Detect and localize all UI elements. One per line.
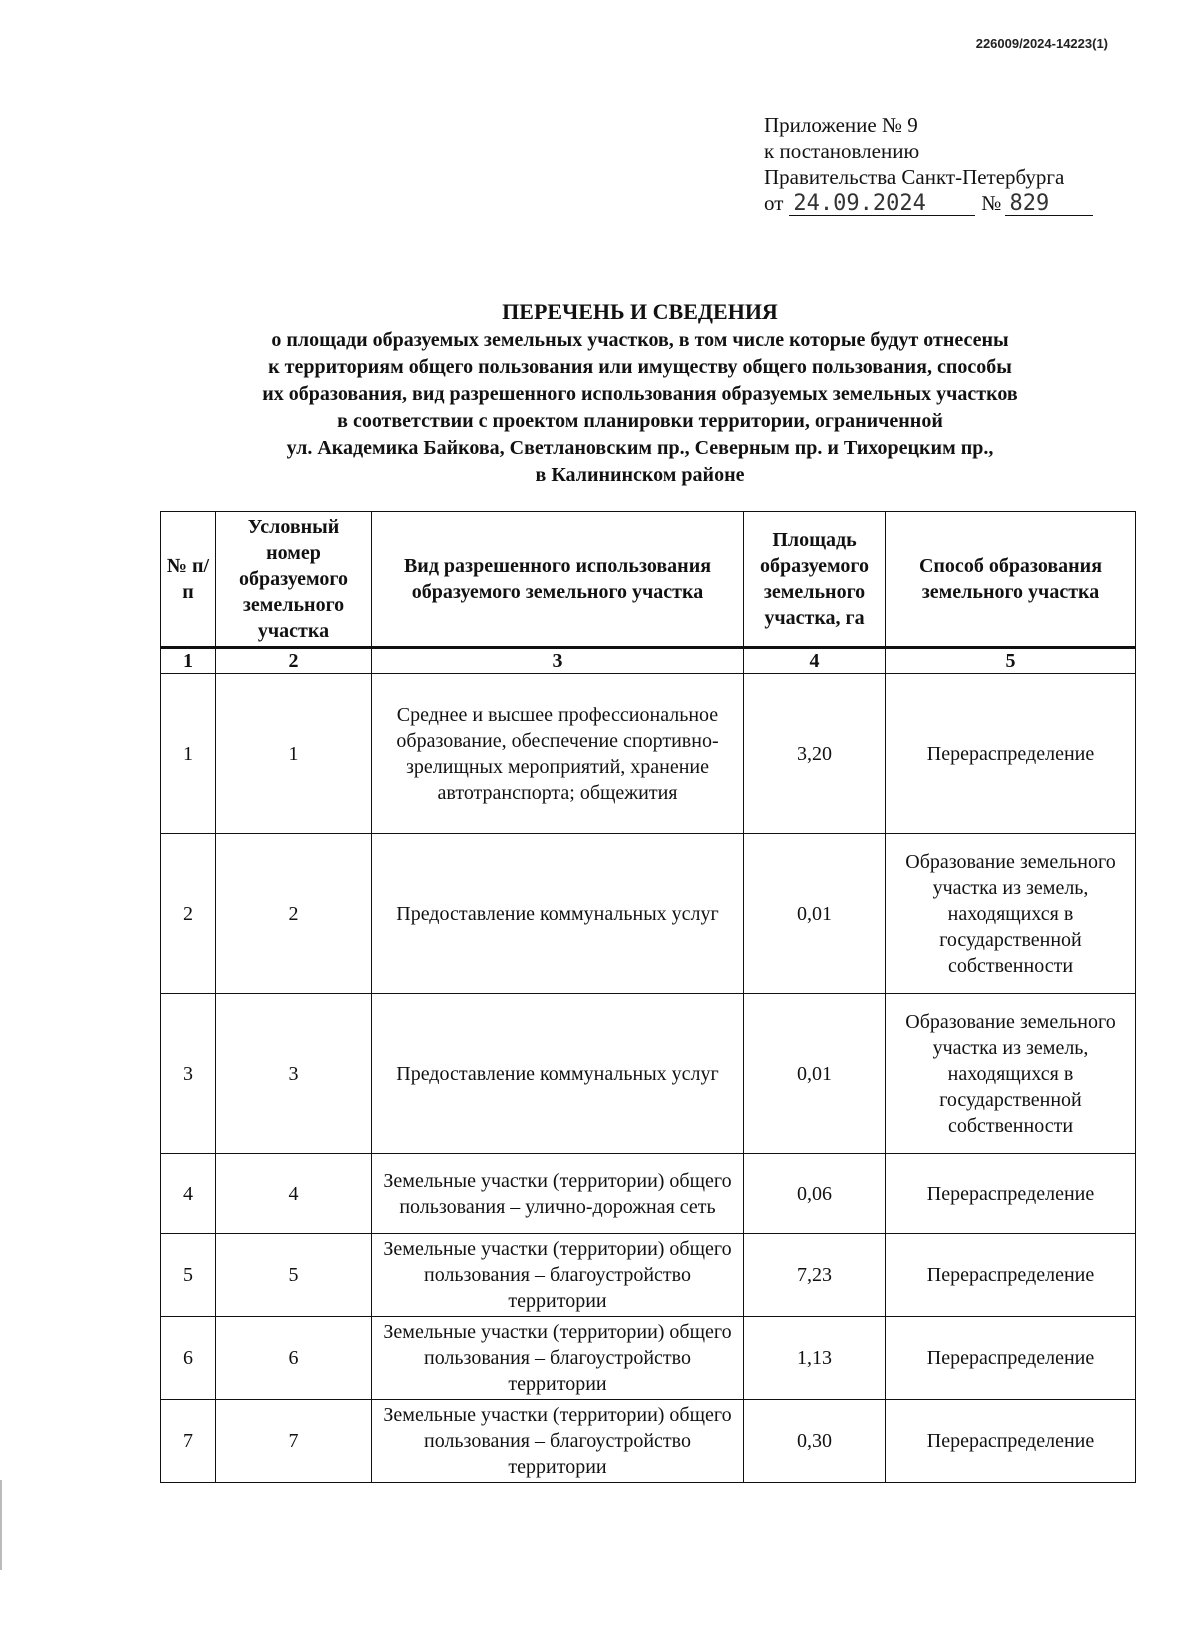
cell-permitted-use: Земельные участки (территории) общего пользования – благоустройство территории <box>372 1317 744 1400</box>
heading-line: в Калининском районе <box>535 464 745 486</box>
document-heading <box>160 298 1120 489</box>
column-number: 3 <box>372 648 744 674</box>
cell-index: 5 <box>161 1234 216 1317</box>
cell-index: 4 <box>161 1154 216 1234</box>
cell-area: 1,13 <box>744 1317 886 1400</box>
header-plot-number: Условный номер образуемого земельного участка <box>216 512 372 648</box>
heading-line: ул. Академика Байкова, Светлановским пр., Северным пр. и Тихорецким пр., <box>286 437 994 459</box>
heading-title: ПЕРЕЧЕНЬ И СВЕДЕНИЯ <box>502 299 778 324</box>
cell-area: 3,20 <box>744 674 886 834</box>
heading-line: в соответствии с проектом планировки территории, ограниченной <box>337 410 943 432</box>
cell-formation-method: Перераспределение <box>886 1400 1136 1483</box>
table-header-row <box>161 512 1136 648</box>
cell-index: 1 <box>161 674 216 834</box>
header-index: № п/п <box>161 512 216 648</box>
column-number: 4 <box>744 648 886 674</box>
heading-line: о площади образуемых земельных участков, в том числе которые будут отнесены <box>271 329 1009 351</box>
cell-formation-method: Перераспределение <box>886 674 1136 834</box>
header-formation-method: Способ образования земельного участка <box>886 512 1136 648</box>
cell-formation-method: Перераспределение <box>886 1317 1136 1400</box>
heading-line: к территориям общего пользования или имуществу общего пользования, способы <box>268 356 1012 378</box>
cell-plot-number: 4 <box>216 1154 372 1234</box>
land-plots-table <box>160 511 1136 1483</box>
table-row <box>161 994 1136 1154</box>
cell-area: 0,06 <box>744 1154 886 1234</box>
header-area: Площадь образуемого земельного участка, га <box>744 512 886 648</box>
table-row <box>161 1400 1136 1483</box>
annex-government: Правительства Санкт-Петербурга <box>764 165 1065 189</box>
cell-permitted-use: Среднее и высшее профессиональное образование, обеспечение спортивно-зрелищных мероприятий, хранение автотранспорта; общежития <box>372 674 744 834</box>
cell-plot-number: 2 <box>216 834 372 994</box>
cell-permitted-use: Земельные участки (территории) общего пользования – благоустройство территории <box>372 1400 744 1483</box>
table-row <box>161 834 1136 994</box>
cell-plot-number: 5 <box>216 1234 372 1317</box>
document-id: 226009/2024-14223(1) <box>975 36 1108 51</box>
annex-date-row <box>764 190 1093 216</box>
cell-area: 0,30 <box>744 1400 886 1483</box>
column-number: 2 <box>216 648 372 674</box>
cell-permitted-use: Земельные участки (территории) общего пользования – благоустройство территории <box>372 1234 744 1317</box>
annex-number: Приложение № 9 <box>764 113 918 137</box>
column-number: 1 <box>161 648 216 674</box>
cell-index: 2 <box>161 834 216 994</box>
cell-plot-number: 3 <box>216 994 372 1154</box>
cell-area: 0,01 <box>744 994 886 1154</box>
cell-formation-method: Перераспределение <box>886 1154 1136 1234</box>
table-row <box>161 1317 1136 1400</box>
column-number: 5 <box>886 648 1136 674</box>
cell-area: 0,01 <box>744 834 886 994</box>
cell-index: 6 <box>161 1317 216 1400</box>
cell-plot-number: 6 <box>216 1317 372 1400</box>
cell-index: 7 <box>161 1400 216 1483</box>
cell-plot-number: 7 <box>216 1400 372 1483</box>
table-row <box>161 1154 1136 1234</box>
cell-formation-method: Образование земельного участка из земель, находящихся в государственной собственности <box>886 994 1136 1154</box>
column-number-row <box>161 648 1136 674</box>
annex-resolution: к постановлению <box>764 139 920 163</box>
cell-index: 3 <box>161 994 216 1154</box>
cell-area: 7,23 <box>744 1234 886 1317</box>
resolution-date: 24.09.2024 <box>789 193 975 216</box>
heading-line: их образования, вид разрешенного использования образуемых земельных участков <box>262 383 1018 405</box>
cell-formation-method: Перераспределение <box>886 1234 1136 1317</box>
cell-formation-method: Образование земельного участка из земель, находящихся в государственной собственности <box>886 834 1136 994</box>
from-label: от <box>764 191 784 215</box>
table-row <box>161 674 1136 834</box>
table-row <box>161 1234 1136 1317</box>
annex-block <box>764 112 1093 216</box>
number-label: № <box>981 191 1002 215</box>
header-permitted-use: Вид разрешенного использования образуемого земельного участка <box>372 512 744 648</box>
cell-permitted-use: Предоставление коммунальных услуг <box>372 994 744 1154</box>
cell-permitted-use: Земельные участки (территории) общего пользования – улично-дорожная сеть <box>372 1154 744 1234</box>
scan-margin-mark <box>0 1480 2 1570</box>
cell-plot-number: 1 <box>216 674 372 834</box>
resolution-number: 829 <box>1005 193 1093 216</box>
cell-permitted-use: Предоставление коммунальных услуг <box>372 834 744 994</box>
